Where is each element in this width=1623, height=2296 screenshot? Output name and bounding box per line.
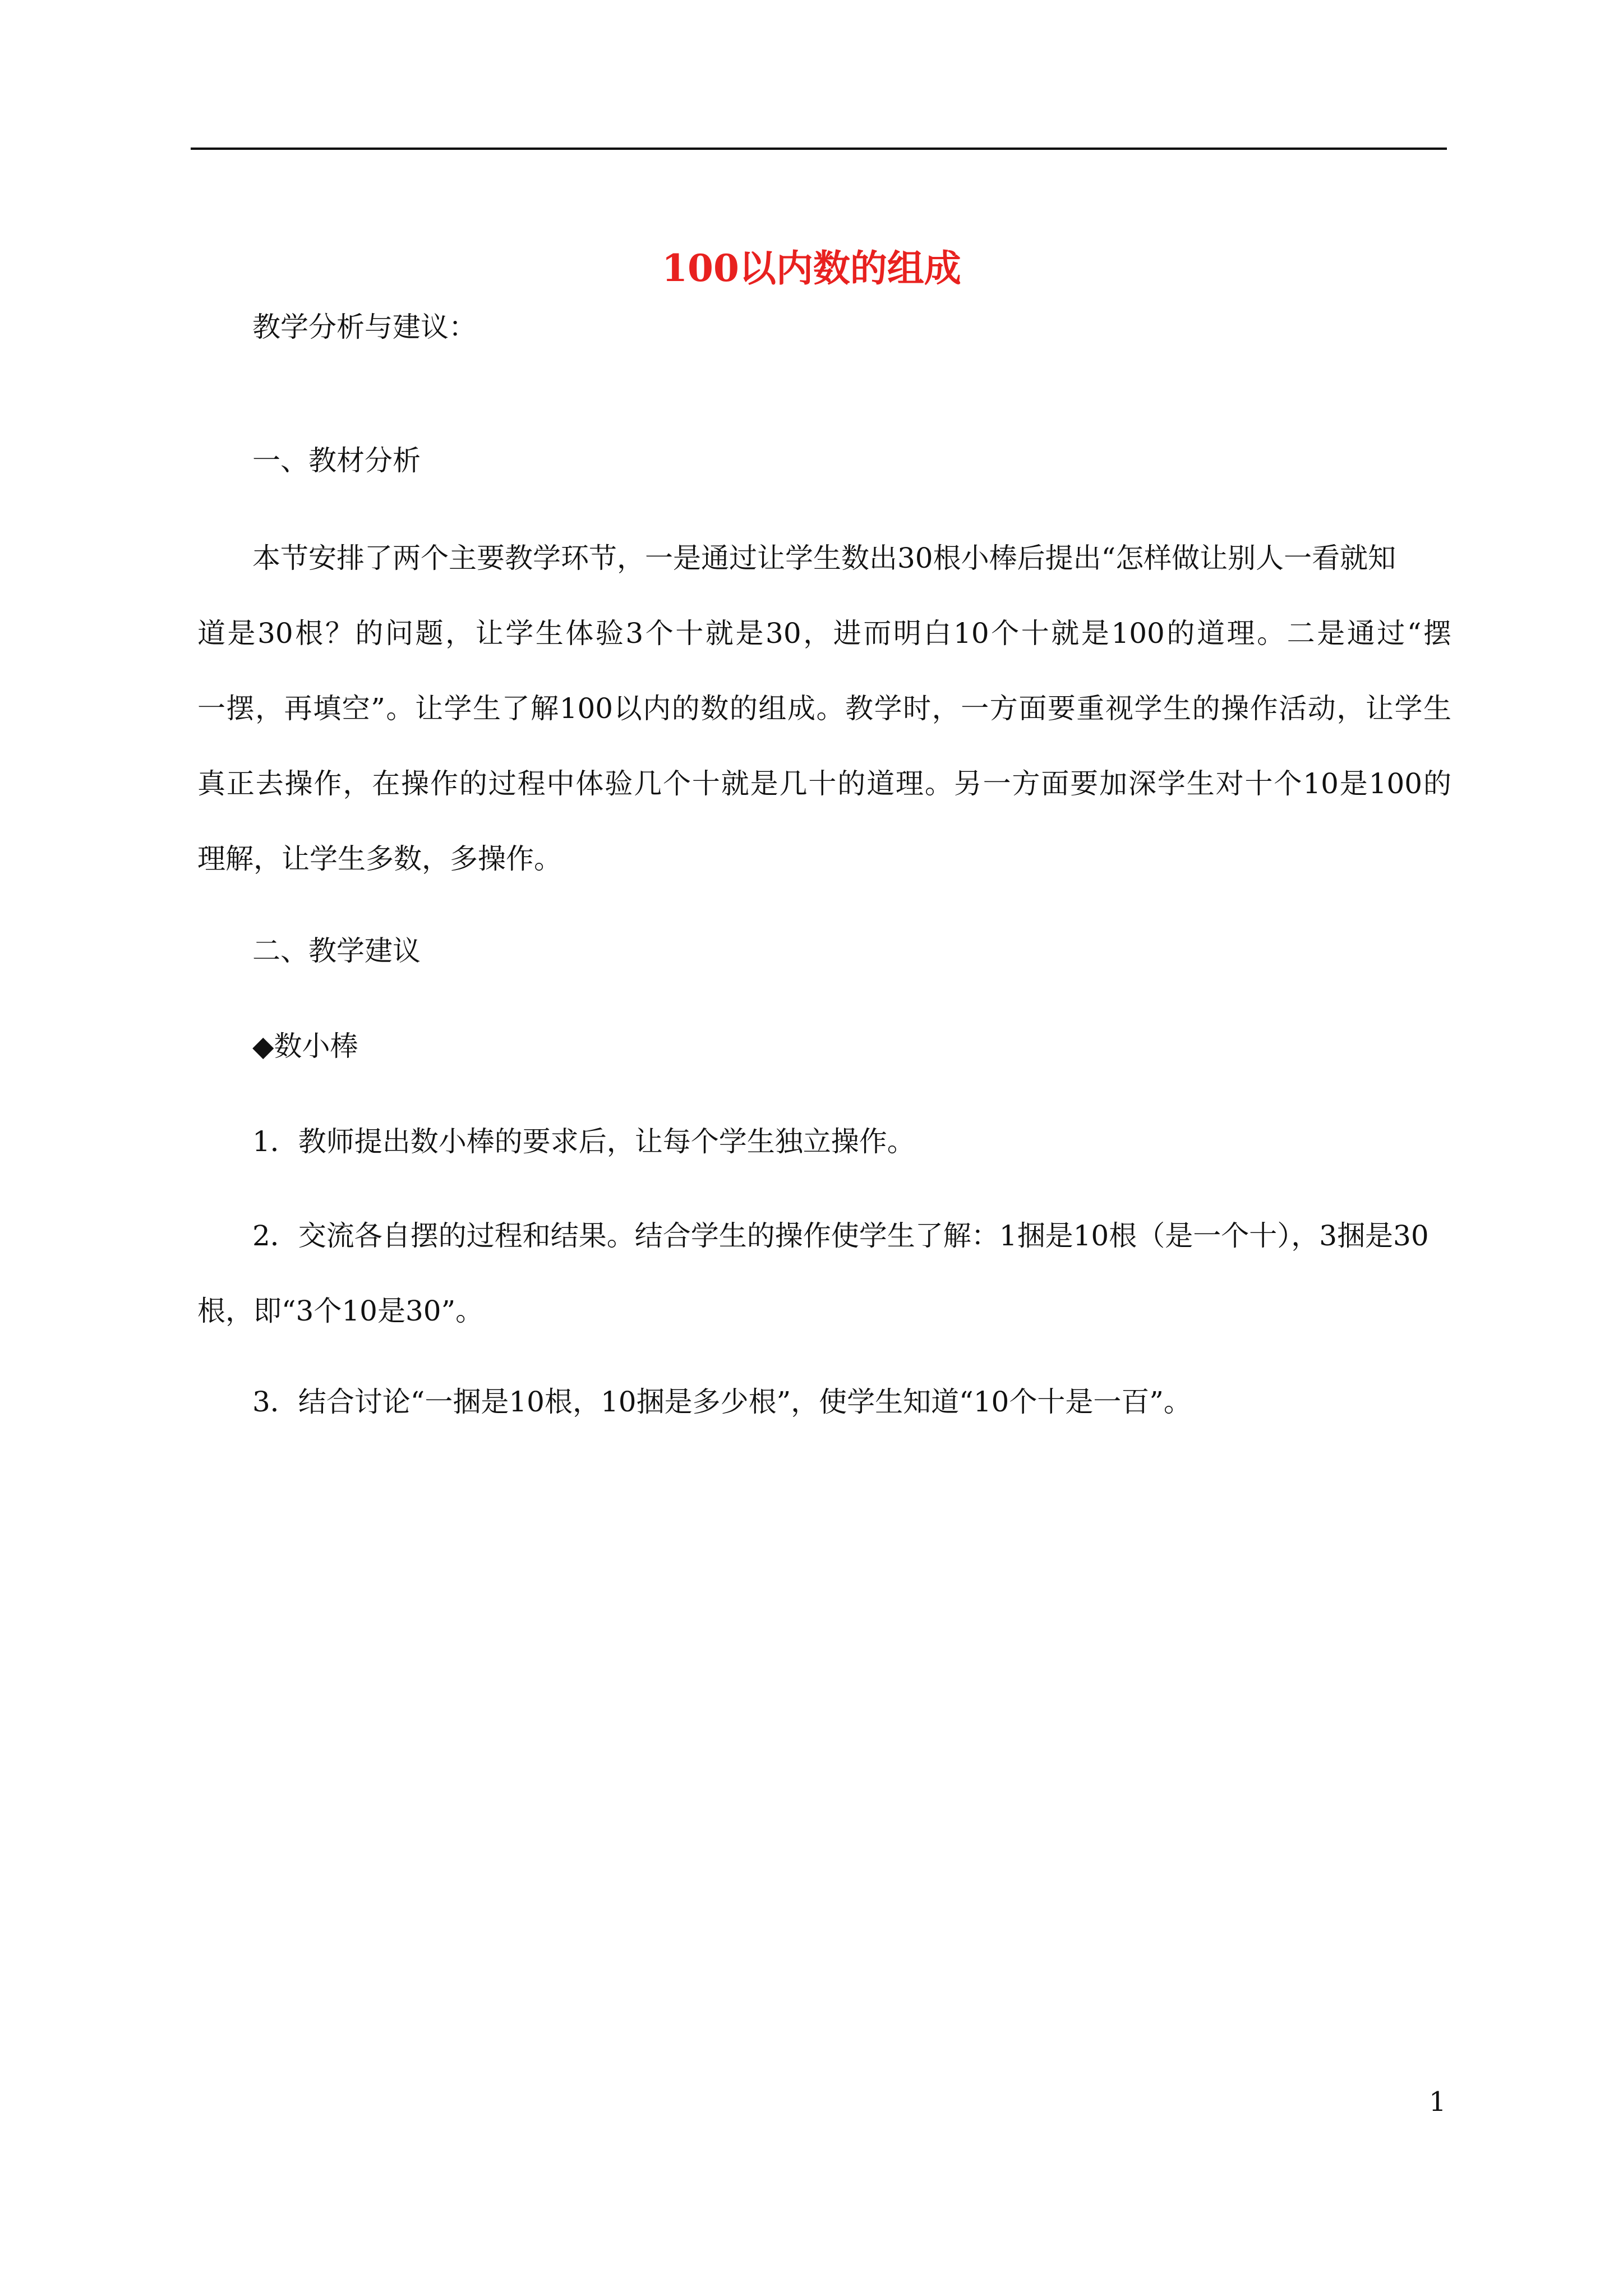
paragraph-line: 真正去操作，在操作的过程中体验几个十就是几十的道理。另一方面要加深学生对十个10是100的 <box>197 767 1451 800</box>
list-item: 3．结合讨论“一捆是10根，10捆是多少根”，使学生知道“10个十是一百”。 <box>252 1386 1192 1418</box>
paragraph-line: 本节安排了两个主要教学环节，一是通过让学生数出30根小棒后提出“怎样做让别人一看就知 <box>252 542 1396 574</box>
section-two-heading: 二、教学建议 <box>252 935 421 967</box>
section-one-heading: 一、教材分析 <box>252 444 421 477</box>
subheading-count-sticks: ◆数小棒 <box>252 1030 358 1062</box>
intro-heading: 教学分析与建议： <box>252 311 477 343</box>
header-rule <box>191 148 1447 150</box>
list-item-continuation: 根，即“3个10是30”。 <box>197 1295 484 1327</box>
paragraph-line: 理解，让学生多数，多操作。 <box>197 843 562 875</box>
list-item: 1．教师提出数小棒的要求后，让每个学生独立操作。 <box>252 1125 915 1158</box>
page-number: 1 <box>1429 2086 1446 2118</box>
page-title: 100以内数的组成 <box>662 246 961 290</box>
list-item: 2．交流各自摆的过程和结果。结合学生的操作使学生了解：1捆是10根（是一个十），3捆是30 <box>252 1220 1429 1252</box>
paragraph-line: 一摆，再填空”。让学生了解100以内的数的组成。教学时，一方面要重视学生的操作活动，让学生 <box>197 692 1451 725</box>
paragraph-line: 道是30根？的问题，让学生体验3个十就是30，进而明白10个十就是100的道理。二是通过“摆 <box>197 617 1451 650</box>
